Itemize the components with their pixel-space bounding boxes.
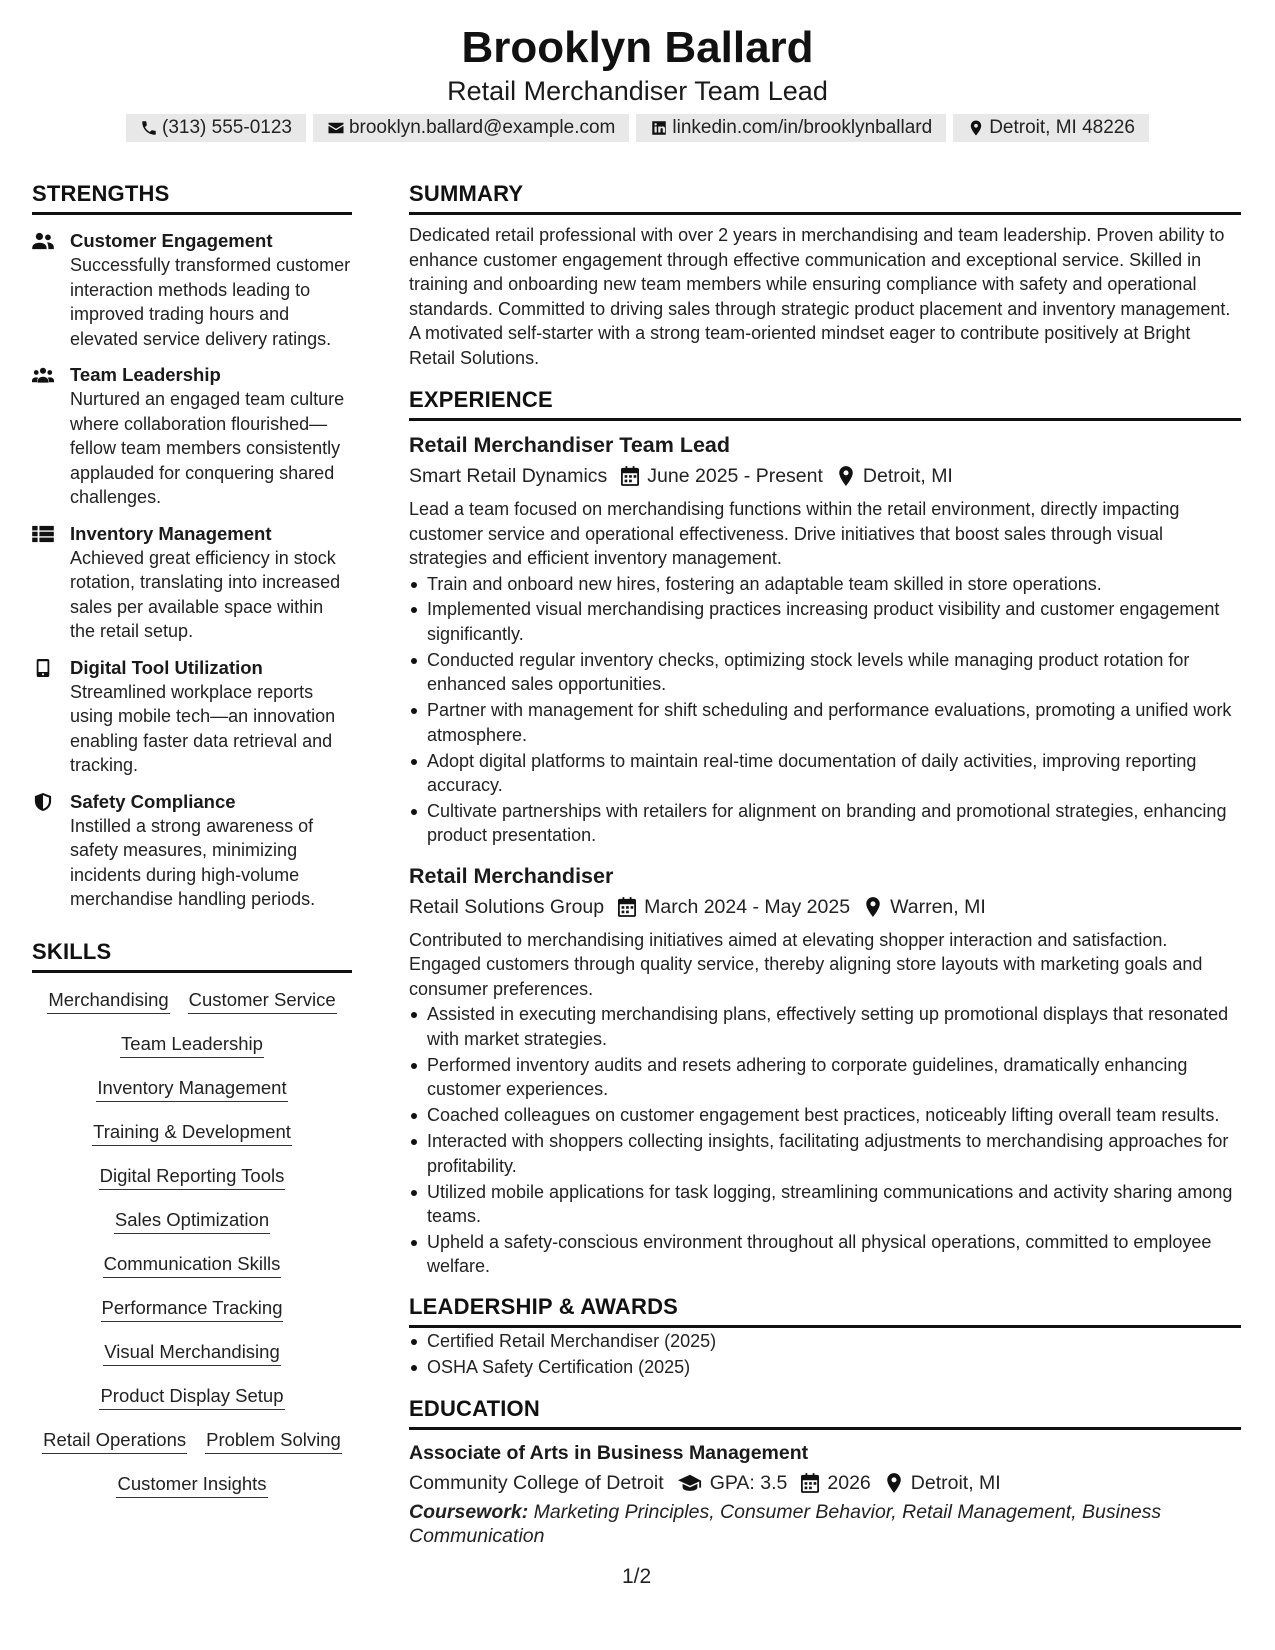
contact-email[interactable] bbox=[313, 114, 629, 142]
strength-desc: Achieved great efficiency in stock rotation, translating into increased sales per available space within the retail setup. bbox=[70, 547, 341, 641]
strength-item bbox=[32, 522, 352, 644]
list-item: Adopt digital platforms to maintain real-time documentation of daily activities, improving reporting accuracy. bbox=[409, 749, 1241, 798]
list-icon bbox=[32, 525, 54, 543]
graduation-year: 2026 bbox=[827, 1472, 871, 1495]
map-pin-icon bbox=[837, 466, 855, 486]
calendar-icon bbox=[621, 466, 639, 486]
contact-linkedin[interactable] bbox=[636, 114, 946, 142]
list-item: Conducted regular inventory checks, optimizing stock levels while managing product rotation for enhanced sales opportunities. bbox=[409, 648, 1241, 697]
strength-item bbox=[32, 656, 352, 778]
team-icon bbox=[32, 366, 54, 384]
contact-phone[interactable] bbox=[126, 114, 306, 142]
list-item: Cultivate partnerships with retailers for alignment on branding and promotional strategies, enhancing product presentation. bbox=[409, 799, 1241, 848]
strength-desc: Instilled a strong awareness of safety measures, minimizing incidents during high-volume merchandise handling periods. bbox=[70, 815, 316, 909]
coursework-text: Marketing Principles, Consumer Behavior, Retail Management, Business Communication bbox=[409, 1501, 1162, 1548]
skill-tag: Product Display Setup bbox=[99, 1383, 284, 1410]
skill-tag: Communication Skills bbox=[103, 1251, 282, 1278]
job-bullets bbox=[409, 572, 1241, 848]
map-pin-icon bbox=[885, 1473, 903, 1493]
education-heading: EDUCATION bbox=[409, 1395, 1241, 1430]
shield-icon bbox=[32, 793, 54, 811]
linkedin-icon bbox=[650, 119, 668, 137]
gpa-text: GPA: 3.5 bbox=[709, 1472, 788, 1495]
email-text: brooklyn.ballard@example.com bbox=[348, 117, 616, 138]
resume-header bbox=[0, 22, 1275, 142]
list-item: Train and onboard new hires, fostering an adaptable team skilled in store operations. bbox=[409, 572, 1241, 597]
page-number: 1/2 bbox=[622, 1565, 652, 1588]
job-company: Retail Solutions Group bbox=[409, 895, 605, 918]
education-meta bbox=[409, 1469, 1241, 1497]
job-location: Detroit, MI bbox=[862, 465, 953, 487]
calendar-icon bbox=[801, 1473, 819, 1493]
strength-title: Safety Compliance bbox=[70, 790, 236, 812]
job-location: Warren, MI bbox=[890, 895, 986, 918]
users-icon bbox=[32, 232, 54, 250]
strength-item bbox=[32, 363, 352, 510]
strengths-heading: STRENGTHS bbox=[32, 180, 352, 215]
list-item: Performed inventory audits and resets adhering to corporate guidelines, dramatically enhancing customer experiences. bbox=[409, 1053, 1241, 1102]
skill-tag: Digital Reporting Tools bbox=[99, 1163, 286, 1190]
list-item: Utilized mobile applications for task logging, streamlining communications and activity sharing among teams. bbox=[409, 1180, 1241, 1229]
list-item: Partner with management for shift scheduling and performance evaluations, promoting a unified work atmosphere. bbox=[409, 698, 1241, 747]
strength-title: Customer Engagement bbox=[70, 230, 273, 251]
skills-list bbox=[32, 979, 352, 1507]
strength-desc: Streamlined workplace reports using mobile tech—an innovation enabling faster data retrieval and tracking. bbox=[70, 681, 336, 775]
job-meta bbox=[409, 462, 1241, 490]
skill-tag: Retail Operations bbox=[42, 1427, 187, 1454]
envelope-icon bbox=[327, 119, 345, 137]
candidate-title: Retail Merchandiser Team Lead bbox=[447, 76, 828, 106]
skill-tag: Customer Service bbox=[188, 987, 337, 1014]
job-entry bbox=[409, 431, 1241, 848]
right-column bbox=[409, 180, 1241, 1548]
skills-heading: SKILLS bbox=[32, 938, 352, 973]
awards-list bbox=[409, 1329, 1241, 1379]
phone-icon bbox=[140, 119, 158, 137]
skill-tag: Sales Optimization bbox=[114, 1207, 270, 1234]
strength-desc: Nurtured an engaged team culture where collaboration flourished—fellow team members consistently applauded for conquering shared challenges. bbox=[70, 389, 345, 507]
degree-title: Associate of Arts in Business Management bbox=[409, 1442, 809, 1465]
linkedin-text: linkedin.com/in/brooklynballard bbox=[672, 117, 933, 138]
job-dates: March 2024 - May 2025 bbox=[644, 895, 851, 918]
skill-tag: Inventory Management bbox=[96, 1075, 287, 1102]
experience-heading: EXPERIENCE bbox=[409, 386, 1241, 421]
strength-title: Team Leadership bbox=[70, 364, 221, 385]
job-entry bbox=[409, 862, 1241, 1279]
job-bullets bbox=[409, 1002, 1241, 1278]
skill-tag: Problem Solving bbox=[205, 1427, 342, 1454]
map-pin-icon bbox=[864, 897, 882, 917]
job-title: Retail Merchandiser Team Lead bbox=[409, 433, 731, 457]
strength-desc: Successfully transformed customer interaction methods leading to improved trading hours and elevated service delivery ratings. bbox=[70, 255, 351, 349]
coursework bbox=[409, 1500, 1241, 1548]
skill-tag: Team Leadership bbox=[120, 1031, 264, 1058]
skill-tag: Visual Merchandising bbox=[103, 1339, 281, 1366]
list-item: Assisted in executing merchandising plans, effectively setting up promotional displays that resonated with market strategies. bbox=[409, 1002, 1241, 1051]
skill-tag: Merchandising bbox=[47, 987, 169, 1014]
summary-heading: SUMMARY bbox=[409, 180, 1241, 215]
strength-item bbox=[32, 229, 352, 351]
awards-heading: LEADERSHIP & AWARDS bbox=[409, 1293, 1241, 1328]
strength-title: Digital Tool Utilization bbox=[70, 656, 263, 678]
graduation-cap-icon bbox=[678, 1473, 702, 1493]
skill-tag: Customer Insights bbox=[116, 1471, 267, 1498]
list-item: OSHA Safety Certification (2025) bbox=[409, 1355, 1241, 1380]
list-item: Coached colleagues on customer engagement best practices, noticeably lifting overall team results. bbox=[409, 1103, 1241, 1128]
coursework-label: Coursework: bbox=[409, 1501, 529, 1524]
job-description: Contributed to merchandising initiatives aimed at elevating shopper interaction and satisfaction. Engaged customers through quality service, thereby aligning store layouts with marketing goals and consumer preferences. bbox=[409, 929, 1203, 999]
skill-tag: Performance Tracking bbox=[101, 1295, 284, 1322]
summary-text: Dedicated retail professional with over 2 years in merchandising and team leadership. Proven ability to enhance customer engagement through effective communication and exceptional service. Skilled in training and onboarding new team members while ensuring compliance with safety and operational standards. Committed to driving sales through strategic product placement and inventory management. A motivated self-starter with a strong team-oriented mindset eager to contribute positively at Bright Retail Solutions. bbox=[409, 225, 1231, 368]
job-description: Lead a team focused on merchandising functions within the retail environment, directly impacting customer service and operational effectiveness. Drive initiatives that boost sales through visual strategies and efficient inventory management. bbox=[409, 499, 1180, 568]
phone-text: (313) 555-0123 bbox=[162, 117, 292, 138]
strength-title: Inventory Management bbox=[70, 522, 272, 544]
map-pin-icon bbox=[967, 119, 985, 137]
list-item: Interacted with shoppers collecting insights, facilitating adjustments to merchandising approaches for profitability. bbox=[409, 1129, 1241, 1178]
job-company: Smart Retail Dynamics bbox=[409, 465, 608, 487]
skill-tag: Training & Development bbox=[92, 1119, 292, 1146]
list-item: Implemented visual merchandising practices increasing product visibility and customer engagement significantly. bbox=[409, 597, 1241, 646]
contact-bar bbox=[0, 114, 1275, 142]
school-name: Community College of Detroit bbox=[409, 1472, 664, 1495]
left-column bbox=[32, 180, 352, 1507]
mobile-icon bbox=[32, 659, 54, 677]
job-meta bbox=[409, 893, 1241, 921]
list-item: Upheld a safety-conscious environment throughout all physical operations, committed to employee welfare. bbox=[409, 1230, 1241, 1279]
calendar-icon bbox=[618, 897, 636, 917]
education-location: Detroit, MI bbox=[910, 1472, 1001, 1495]
candidate-name: Brooklyn Ballard bbox=[461, 23, 814, 72]
location-text: Detroit, MI 48226 bbox=[989, 117, 1135, 138]
contact-location bbox=[953, 114, 1149, 142]
job-title: Retail Merchandiser bbox=[409, 863, 614, 888]
strength-item bbox=[32, 790, 352, 912]
list-item: Certified Retail Merchandiser (2025) bbox=[409, 1329, 1241, 1354]
job-dates: June 2025 - Present bbox=[647, 465, 823, 487]
